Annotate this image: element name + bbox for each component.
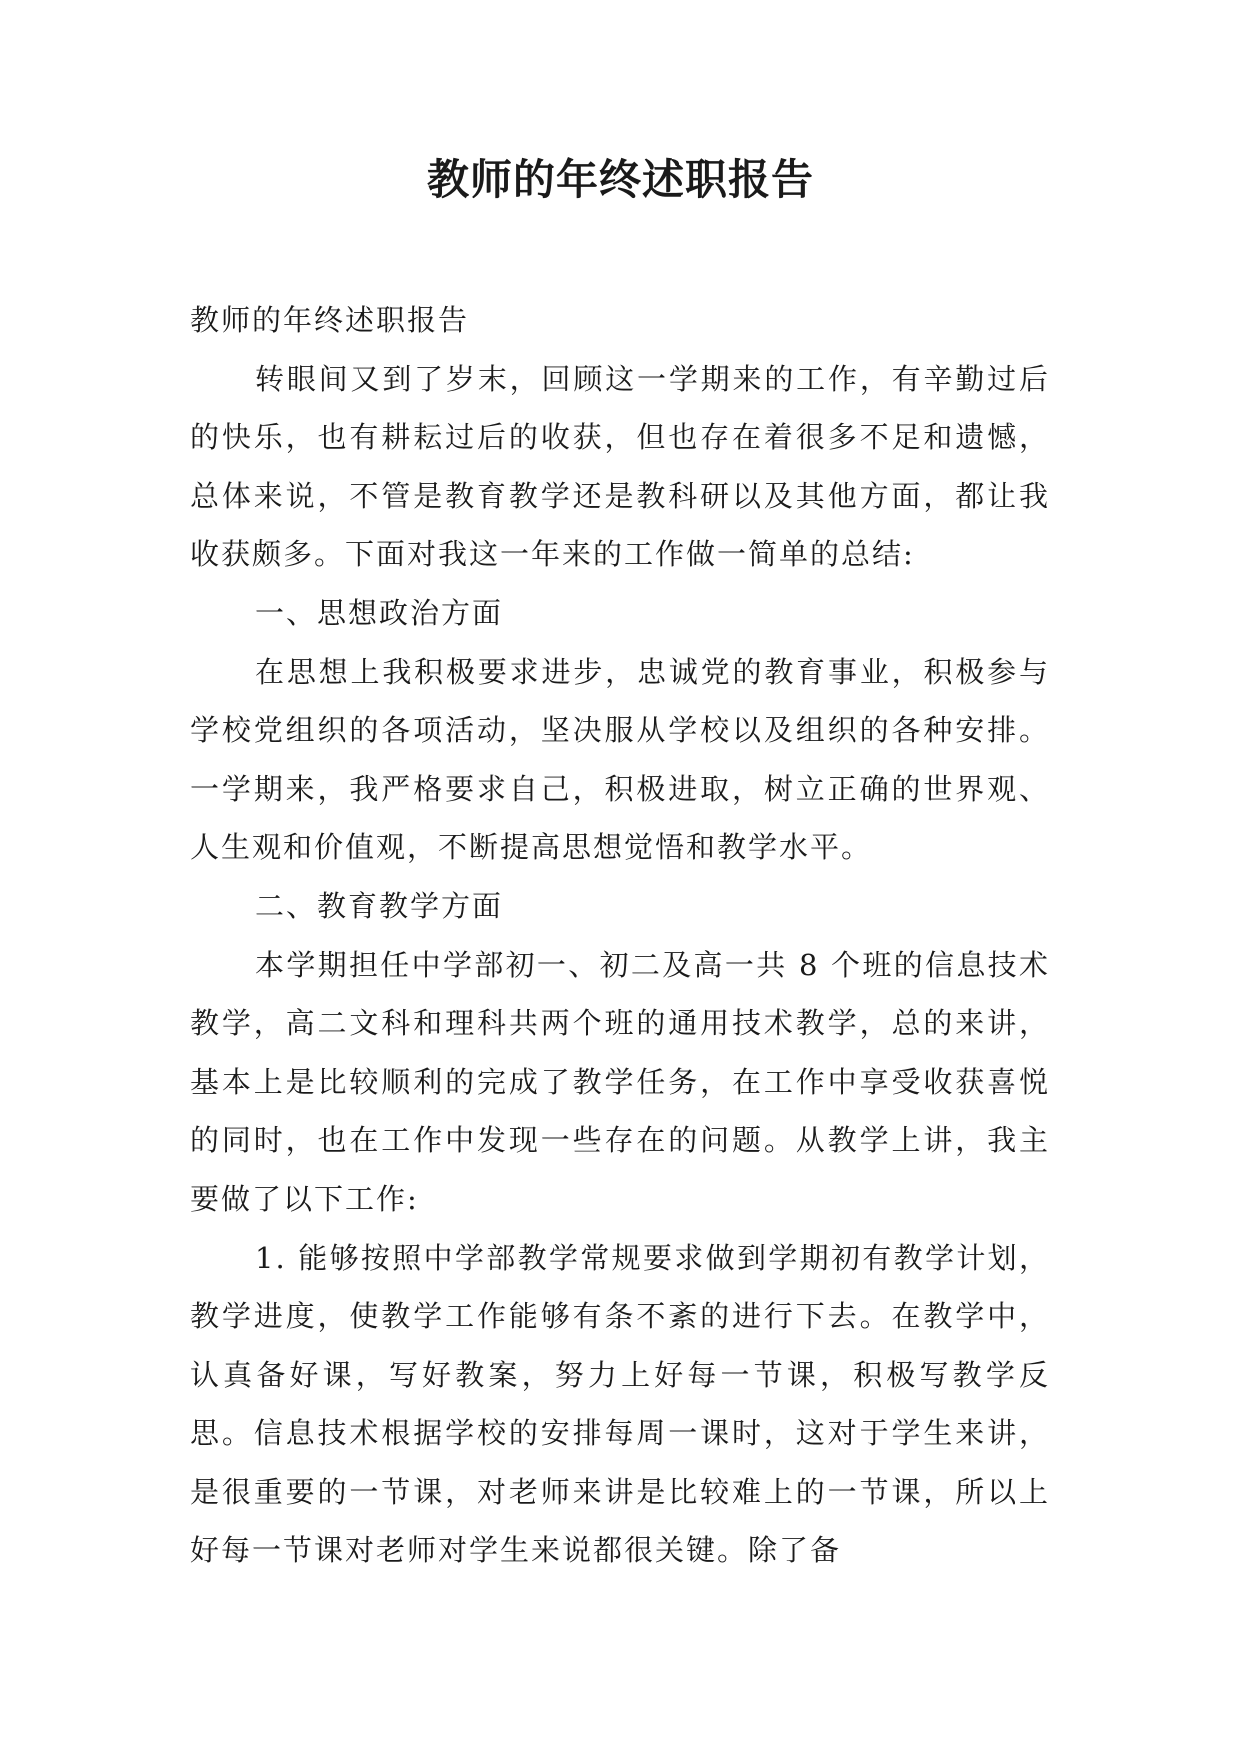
paragraph-heading: 教师的年终述职报告	[190, 303, 470, 337]
section-heading-teaching: 二、教育教学方面	[255, 888, 504, 923]
paragraph-politics: 在思想上我积极要求进步，忠诚党的教育事业，积极参与学校党组织的各项活动，坚决服从学校以及组织的各种安排。一学期来，我严格要求自己，积极进取，树立正确的世界观、人生观和价值观，不断提高思想觉悟和教学水平。	[190, 654, 1050, 865]
section-heading-politics: 一、思想政治方面	[255, 595, 504, 630]
paragraph-teaching: 本学期担任中学部初一、初二及高一共 8 个班的信息技术教学，高二文科和理科共两个班的通用技术教学，总的来讲，基本上是比较顺利的完成了教学任务，在工作中享受收获喜悦的同时，也在工作中发现一些存在的问题。从教学上讲，我主要做了以下工作:	[190, 947, 1050, 1216]
document-title: 教师的年终述职报告	[426, 155, 814, 204]
paragraph-intro: 转眼间又到了岁末，回顾这一学期来的工作，有辛勤过后的快乐，也有耕耘过后的收获，但也存在着很多不足和遗憾，总体来说，不管是教育教学还是教科研以及其他方面，都让我收获颇多。下面对我这一年来的工作做一简单的总结:	[190, 361, 1050, 572]
paragraph-item-1: 1. 能够按照中学部教学常规要求做到学期初有教学计划，教学进度，使教学工作能够有条不紊的进行下去。在教学中，认真备好课，写好教案，努力上好每一节课，积极写教学反思。信息技术根据学校的安排每周一课时，这对于学生来讲，是很重要的一节课，对老师来讲是比较难上的一节课，所以上好每一节课对老师对学生来说都很关键。除了备	[190, 1240, 1050, 1568]
document-body	[190, 291, 1050, 1580]
